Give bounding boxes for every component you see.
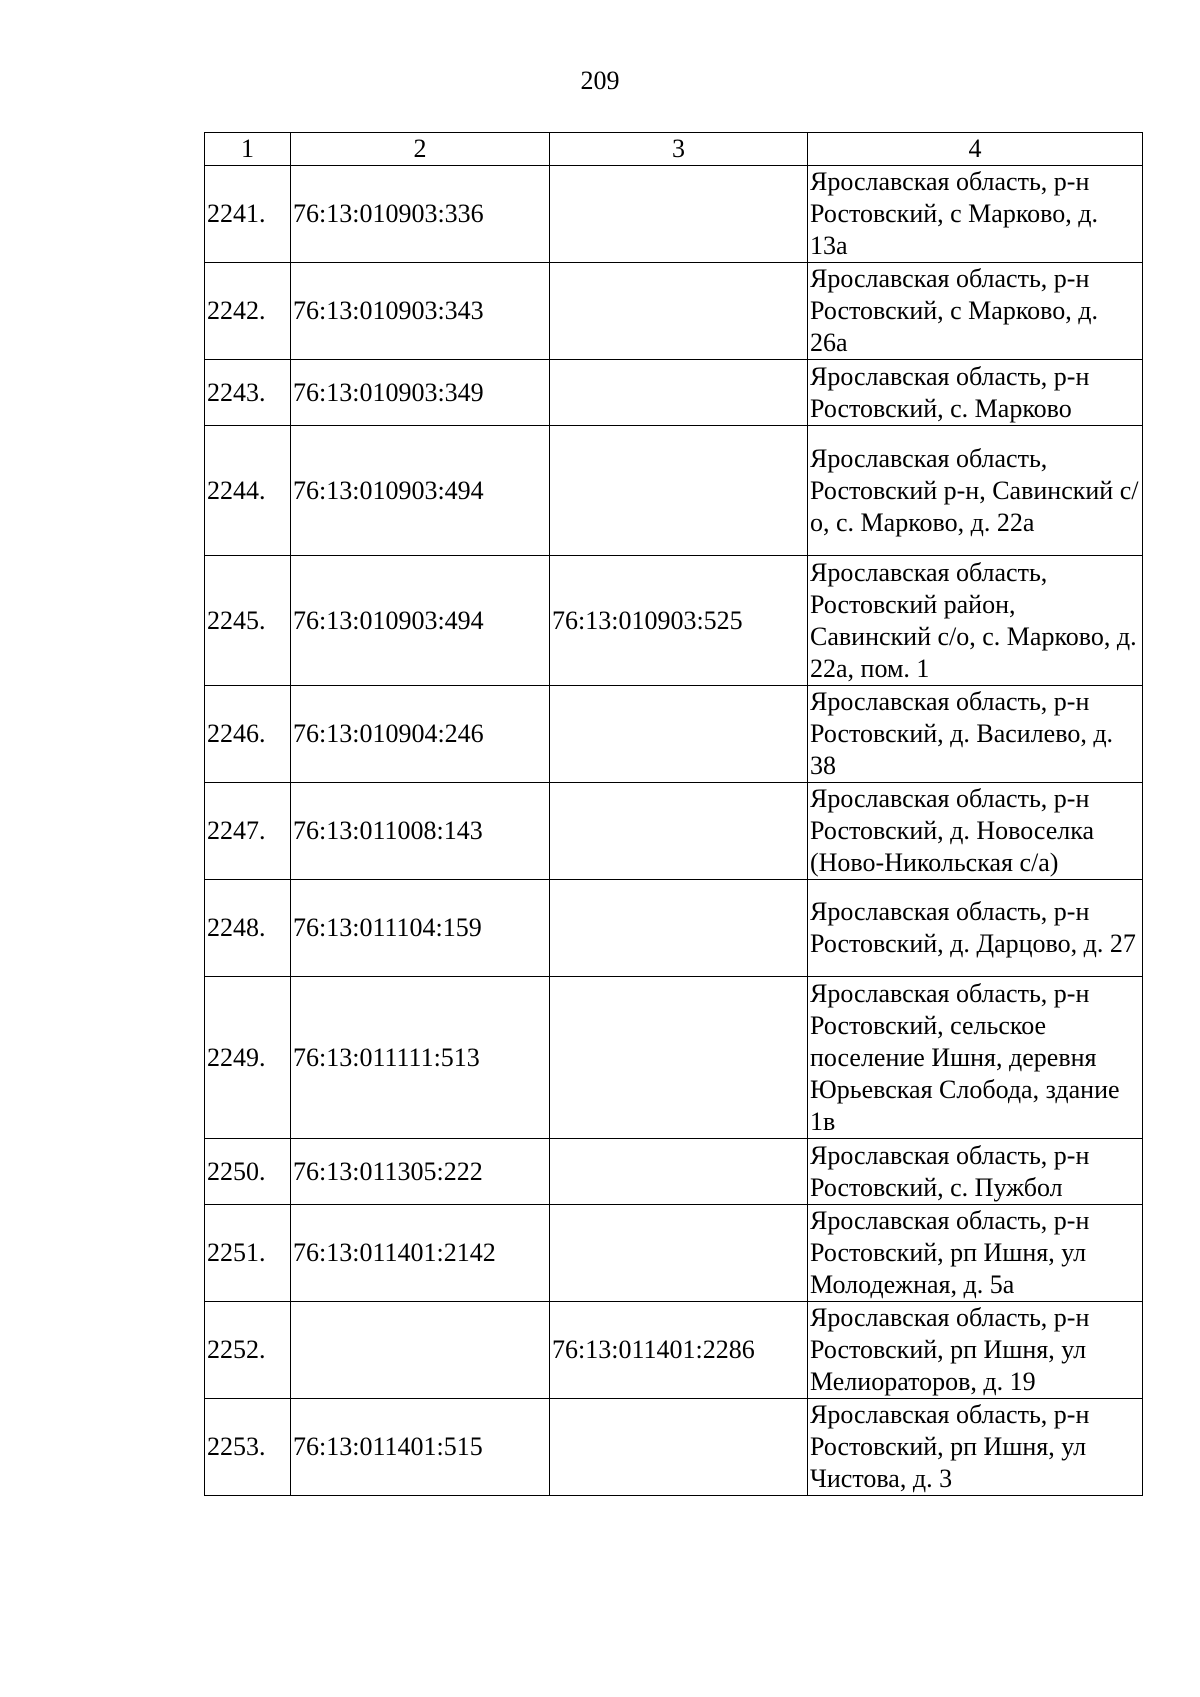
cadastral-number: 76:13:010903:494: [291, 426, 550, 556]
cadastral-number-secondary: [550, 1139, 808, 1205]
cadastral-number-secondary: [550, 426, 808, 556]
cadastral-number-secondary: [550, 783, 808, 880]
cadastral-number: 76:13:010903:494: [291, 556, 550, 686]
cadastral-number: [291, 1302, 550, 1399]
table-row: [205, 977, 1143, 1139]
cadastral-number-secondary: 76:13:011401:2286: [550, 1302, 808, 1399]
cadastral-number: 76:13:010903:349: [291, 360, 550, 426]
cadastral-number: 76:13:011008:143: [291, 783, 550, 880]
cadastral-number: 76:13:010903:336: [291, 166, 550, 263]
address: Ярославская область, р-н Ростовский, д. Новоселка (Ново-Никольская с/а): [808, 783, 1143, 880]
table-row: [205, 556, 1143, 686]
table-row: [205, 1302, 1143, 1399]
table-row: [205, 783, 1143, 880]
row-number: 2248.: [205, 880, 291, 977]
address: Ярославская область, р-н Ростовский, с Марково, д. 13а: [808, 166, 1143, 263]
table-row: [205, 1139, 1143, 1205]
cadastral-number: 76:13:011401:2142: [291, 1205, 550, 1302]
address: Ярославская область, р-н Ростовский, с Марково, д. 26а: [808, 263, 1143, 360]
cadastral-number-secondary: [550, 263, 808, 360]
table-row: [205, 166, 1143, 263]
cadastral-number-secondary: [550, 880, 808, 977]
cadastral-number: 76:13:011401:515: [291, 1399, 550, 1496]
cadastral-number: 76:13:011104:159: [291, 880, 550, 977]
address: Ярославская область, Ростовский район, Савинский с/о, с. Марково, д. 22а, пом. 1: [808, 556, 1143, 686]
address: Ярославская область, р-н Ростовский, рп Ишня, ул Мелиораторов, д. 19: [808, 1302, 1143, 1399]
row-number: 2243.: [205, 360, 291, 426]
cadastral-number-secondary: [550, 166, 808, 263]
table-header-row: [205, 133, 1143, 166]
table-row: [205, 426, 1143, 556]
row-number: 2251.: [205, 1205, 291, 1302]
cadastral-number-secondary: [550, 360, 808, 426]
row-number: 2250.: [205, 1139, 291, 1205]
cadastral-number-secondary: [550, 686, 808, 783]
address: Ярославская область, р-н Ростовский, д. Дарцово, д. 27: [808, 880, 1143, 977]
address: Ярославская область, Ростовский р-н, Савинский с/о, с. Марково, д. 22а: [808, 426, 1143, 556]
row-number: 2241.: [205, 166, 291, 263]
row-number: 2242.: [205, 263, 291, 360]
registry-table: [204, 132, 1143, 1496]
cadastral-number: 76:13:011305:222: [291, 1139, 550, 1205]
table-row: [205, 880, 1143, 977]
row-number: 2252.: [205, 1302, 291, 1399]
table-row: [205, 360, 1143, 426]
cadastral-number-secondary: [550, 1399, 808, 1496]
row-number: 2247.: [205, 783, 291, 880]
cadastral-number: 76:13:010903:343: [291, 263, 550, 360]
row-number: 2245.: [205, 556, 291, 686]
cadastral-number-secondary: [550, 1205, 808, 1302]
column-header-1: 1: [205, 133, 291, 166]
cadastral-number: 76:13:011111:513: [291, 977, 550, 1139]
address: Ярославская область, р-н Ростовский, рп Ишня, ул Чистова, д. 3: [808, 1399, 1143, 1496]
table-row: [205, 1205, 1143, 1302]
column-header-3: 3: [550, 133, 808, 166]
column-header-4: 4: [808, 133, 1143, 166]
address: Ярославская область, р-н Ростовский, д. Василево, д. 38: [808, 686, 1143, 783]
table-row: [205, 263, 1143, 360]
cadastral-number-secondary: [550, 977, 808, 1139]
address: Ярославская область, р-н Ростовский, рп Ишня, ул Молодежная, д. 5а: [808, 1205, 1143, 1302]
page-number: 209: [580, 66, 620, 95]
table-row: [205, 686, 1143, 783]
column-header-2: 2: [291, 133, 550, 166]
address: Ярославская область, р-н Ростовский, сельское поселение Ишня, деревня Юрьевская Слобода, здание 1в: [808, 977, 1143, 1139]
row-number: 2253.: [205, 1399, 291, 1496]
cadastral-number: 76:13:010904:246: [291, 686, 550, 783]
address: Ярославская область, р-н Ростовский, с. Марково: [808, 360, 1143, 426]
row-number: 2244.: [205, 426, 291, 556]
row-number: 2249.: [205, 977, 291, 1139]
cadastral-number-secondary: 76:13:010903:525: [550, 556, 808, 686]
address: Ярославская область, р-н Ростовский, с. Пужбол: [808, 1139, 1143, 1205]
row-number: 2246.: [205, 686, 291, 783]
table-row: [205, 1399, 1143, 1496]
